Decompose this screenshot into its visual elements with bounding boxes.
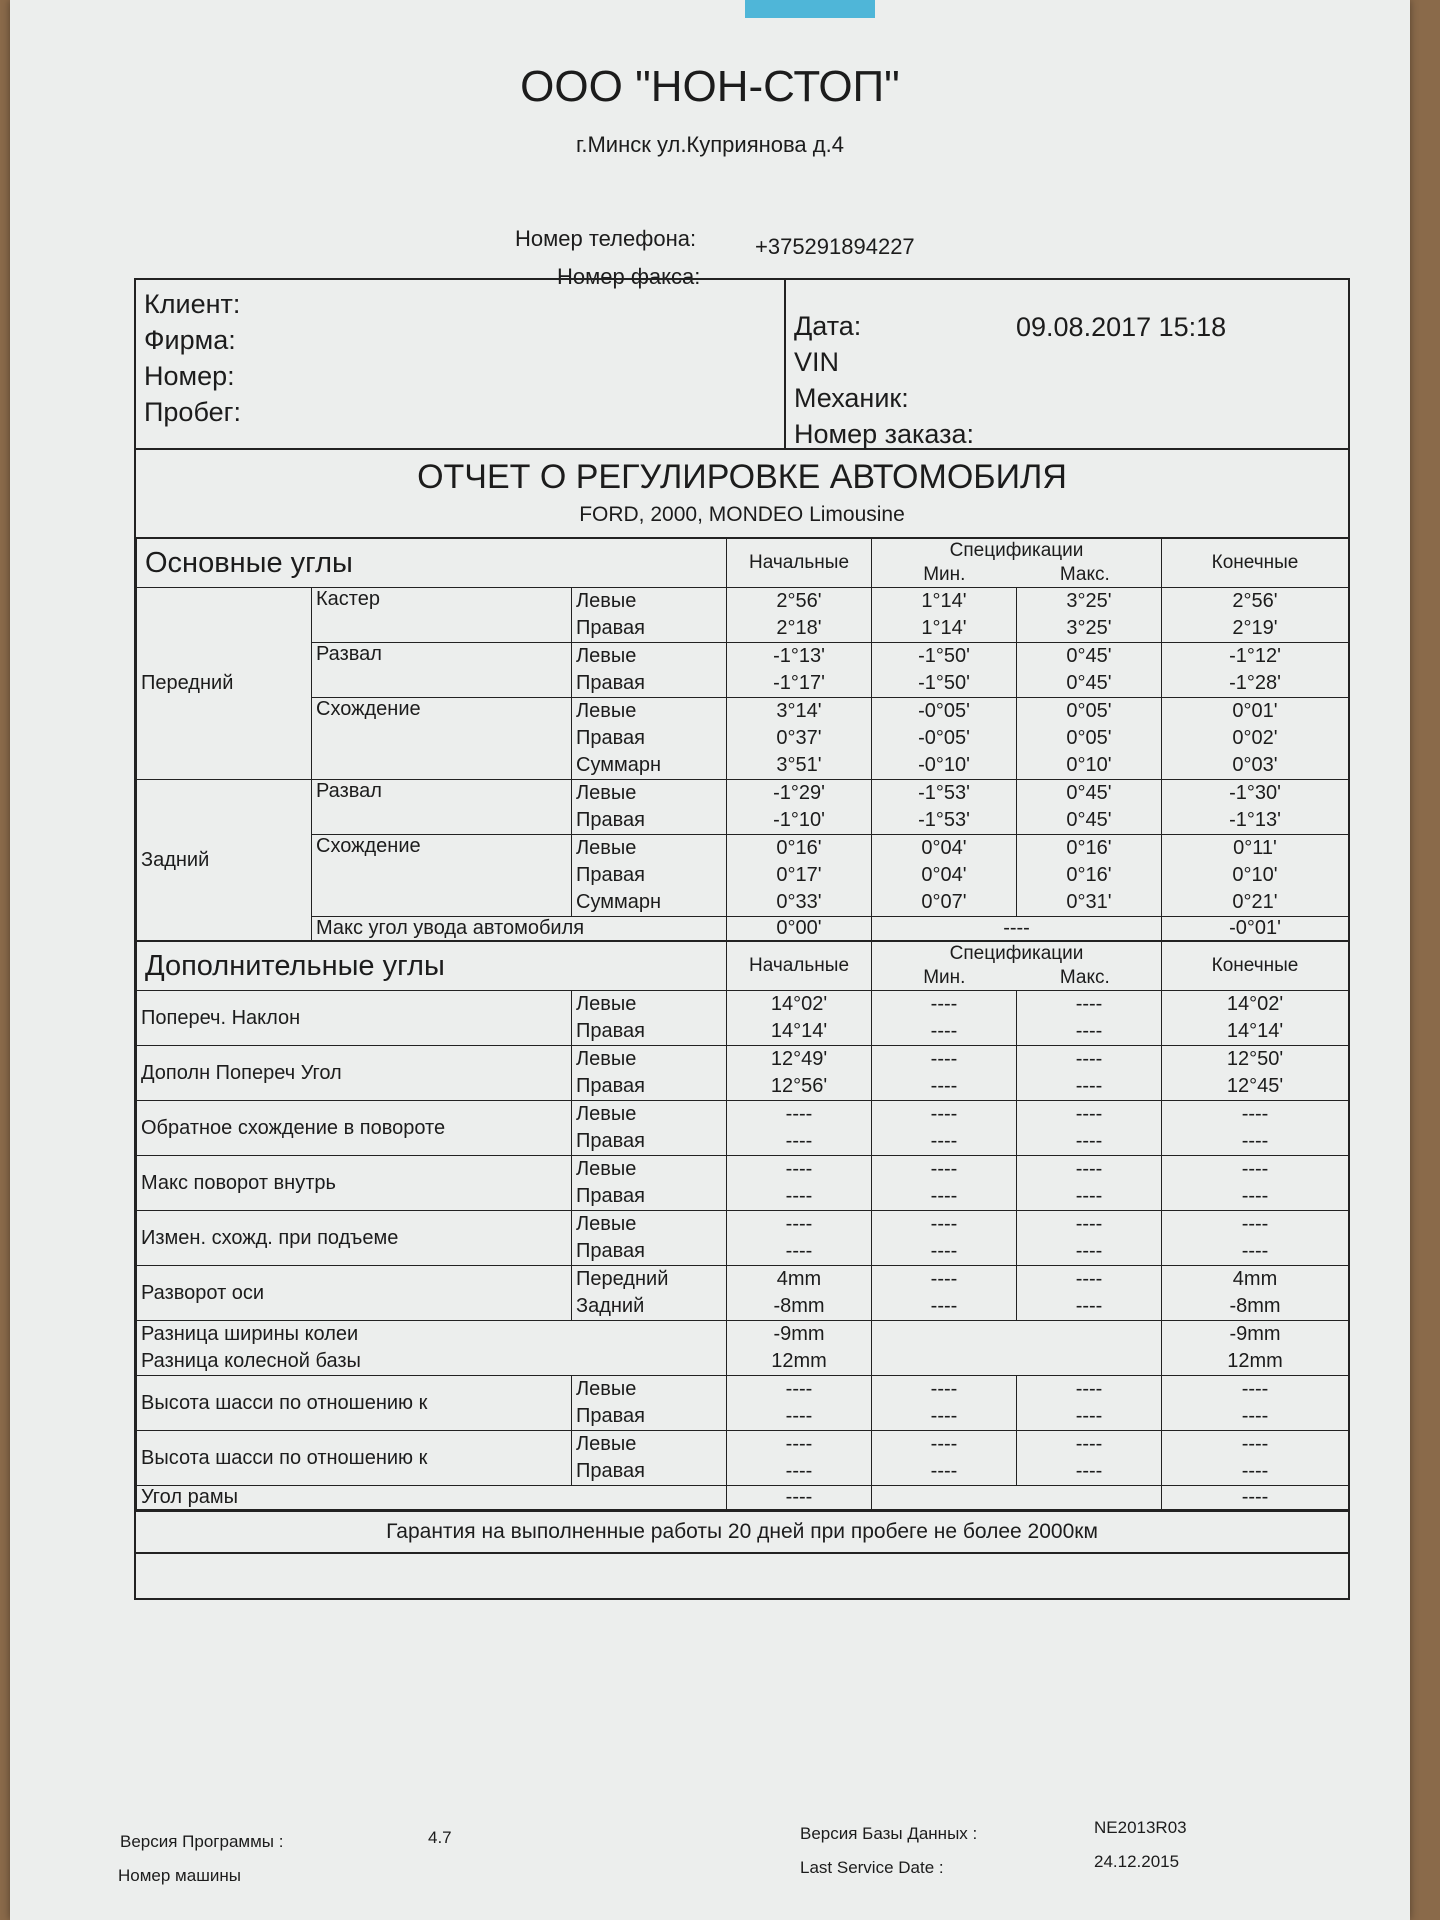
cell-value: ---- [785,1378,813,1400]
cell-value: ---- [785,1185,813,1207]
cell-value: ---- [1241,1130,1269,1152]
cell-value: 1°14' [921,617,967,639]
cell-value: -9mm [773,1323,825,1345]
side-left: Левые [576,1048,637,1070]
table-row [137,1321,1349,1376]
date-label: Дата: [794,311,862,341]
camber-label: Развал [312,780,572,835]
cell-value: 0°45' [1066,645,1112,667]
setback-label: Разворот оси [137,1266,572,1321]
cell-value: ---- [930,1213,958,1235]
toe-label: Схождение [312,698,572,780]
side-right: Правая [576,1130,645,1152]
table-row [137,917,1349,942]
max-header: Макс. [1059,564,1110,585]
cell-value: 14°14' [770,1020,828,1042]
cell-value: 0°01' [1232,700,1278,722]
cell-value: ---- [930,1158,958,1180]
vehicle-info: FORD, 2000, MONDEO Limousine [579,503,905,526]
max-turn-label: Макс поворот внутрь [137,1156,572,1211]
side-right: Правая [576,1240,645,1262]
cell-value: 0°03' [1232,754,1278,776]
side-right: Правая [576,1185,645,1207]
cell-value: ---- [872,917,1162,942]
cell-value: ---- [1075,993,1103,1015]
company-name: ООО "НОН-СТОП" [520,62,900,111]
cell-value: 3°51' [776,754,822,776]
report-sheet [10,0,1410,1920]
cell-value: 2°18' [776,617,822,639]
cell-value: 0°45' [1066,782,1112,804]
cell-value: 0°05' [1066,700,1112,722]
cell-value: ---- [930,1460,958,1482]
axle-rear: Задний [576,1295,645,1317]
number-label: Номер: [144,361,235,391]
cell-value: -0°05' [918,700,970,722]
side-left: Левые [576,1158,637,1180]
spec-title: Спецификации [949,540,1084,561]
cell-value: 14°02' [770,993,828,1015]
caster-label: Кастер [312,588,572,643]
company-address: г.Минск ул.Куприянова д.4 [576,132,844,157]
cell-value: ---- [930,1268,958,1290]
cell-value: 0°45' [1066,672,1112,694]
cell-value: 2°56' [1232,590,1278,612]
cell-value: ---- [930,1378,958,1400]
table-row [137,588,1349,643]
cell-value: ---- [1075,1378,1103,1400]
cell-value: ---- [1075,1268,1103,1290]
cell-value: ---- [785,1460,813,1482]
client-block [136,280,786,448]
cell-value: ---- [1075,1020,1103,1042]
included-angle-label: Дополн Попереч Угол [137,1046,572,1101]
table-row [137,1211,1349,1266]
cell-value: 12°56' [770,1075,828,1097]
client-label: Клиент: [144,289,241,319]
cell-value: ---- [1241,1240,1269,1262]
extra-angles-title: Дополнительные углы [137,941,727,991]
cell-value: 4mm [776,1268,822,1290]
machine-number-label: Номер машины [118,1866,241,1885]
cell-value: ---- [785,1213,813,1235]
sai-label: Попереч. Наклон [137,991,572,1046]
cell-value: ---- [930,1240,958,1262]
cell-value: 2°56' [776,590,822,612]
cell-value: 3°14' [776,700,822,722]
cell-value: 12°45' [1226,1075,1284,1097]
cell-value: ---- [1241,1213,1269,1235]
warranty-note: Гарантия на выполненные работы 20 дней при пробеге не более 2000км [136,1510,1348,1552]
phone-value: +375291894227 [755,234,915,259]
report-title: ОТЧЕТ О РЕГУЛИРОВКЕ АВТОМОБИЛЯ [417,458,1067,496]
wheelbase-label: Разница колесной базы [141,1350,361,1372]
side-right: Правая [576,1460,645,1482]
cell-value: ---- [1241,1378,1269,1400]
cell-value: ---- [785,1433,813,1455]
side-left: Левые [576,1378,637,1400]
cell-value: -8mm [773,1295,825,1317]
mechanic-label: Механик: [794,383,909,413]
ride-height-label: Высота шасси по отношению к [137,1376,572,1431]
tape-strip [745,0,875,18]
cell-value: 0°10' [1232,864,1278,886]
cell-value: ---- [785,1405,813,1427]
initial-header: Начальные [727,538,872,588]
cell-value: ---- [1075,1295,1103,1317]
cell-value: ---- [1075,1185,1103,1207]
cell-value: 0°45' [1066,809,1112,831]
spec-header [872,941,1162,991]
cell-value: -1°13' [1229,809,1281,831]
side-left: Левые [576,1103,637,1125]
initial-header: Начальные [727,941,872,991]
cell-value: 0°10' [1066,754,1112,776]
max-header: Макс. [1059,967,1110,988]
cell-value: -1°53' [918,809,970,831]
cell-value: 0°16' [1066,864,1112,886]
ride-height-label: Высота шасси по отношению к [137,1431,572,1486]
cell-value: -1°28' [1229,672,1281,694]
side-right: Правая [576,672,645,694]
cell-value: -1°30' [1229,782,1281,804]
cell-value: ---- [1075,1460,1103,1482]
front-axle-label: Передний [137,588,312,780]
cell-value: 12°50' [1226,1048,1284,1070]
min-header: Мин. [923,564,966,585]
final-header: Конечные [1162,538,1349,588]
side-right: Правая [576,1075,645,1097]
cell-value: ---- [1075,1130,1103,1152]
table-row [137,835,1349,917]
cell-value: -1°50' [918,672,970,694]
info-block [136,280,1348,450]
cell-value: 0°17' [776,864,822,886]
cell-value: ---- [930,1130,958,1152]
cell-value: -1°29' [773,782,825,804]
cell-value: ---- [930,1295,958,1317]
order-block [786,280,1348,448]
rear-axle-label: Задний [137,780,312,942]
table-row [137,643,1349,698]
table-row [137,991,1349,1046]
cell-value: ---- [930,1433,958,1455]
cell-value: 0°21' [1232,891,1278,913]
cell-value: -1°50' [918,645,970,667]
cell-value: ---- [1075,1075,1103,1097]
side-total: Суммарн [576,754,662,776]
table-row [137,1046,1349,1101]
spec-title: Спецификации [949,943,1084,964]
database-version: NE2013R03 [1094,1818,1187,1837]
table-row [137,698,1349,780]
blank-row [136,1552,1348,1598]
vin-label: VIN [794,347,840,377]
camber-label: Развал [312,643,572,698]
cell-value: 1°14' [921,590,967,612]
cell-value: 0°02' [1232,727,1278,749]
cell-value: -0°10' [918,754,970,776]
extra-angles-header [137,941,1349,991]
cell-value: 12°49' [770,1048,828,1070]
cell-value: 0°16' [1066,837,1112,859]
toe-lift-label: Измен. схожд. при подъеме [137,1211,572,1266]
table-row [137,1156,1349,1211]
axle-front: Передний [576,1268,669,1290]
toe-out-turn-label: Обратное схождение в повороте [137,1101,572,1156]
firm-label: Фирма: [144,325,236,355]
cell-value: -1°12' [1229,645,1281,667]
cell-value: 14°14' [1226,1020,1284,1042]
min-header: Мин. [923,967,966,988]
main-angles-title: Основные углы [137,538,727,588]
cell-value: 3°25' [1066,590,1112,612]
side-right: Правая [576,809,645,831]
side-left: Левые [576,993,637,1015]
cell-value: 14°02' [1226,993,1284,1015]
cell-value: 0°33' [776,891,822,913]
side-left: Левые [576,1433,637,1455]
side-right: Правая [576,617,645,639]
main-angles-header [137,538,1349,588]
cell-value: ---- [1075,1433,1103,1455]
cell-value: ---- [1241,1103,1269,1125]
table-row [137,1376,1349,1431]
table-row [137,780,1349,835]
database-version-label: Версия Базы Данных : [800,1824,978,1843]
thrust-label: Макс угол увода автомобиля [312,917,727,942]
side-right: Правая [576,864,645,886]
cell-value: -8mm [1229,1295,1281,1317]
program-version: 4.7 [428,1828,452,1847]
cell-value: ---- [1241,1158,1269,1180]
cell-value: 0°04' [921,837,967,859]
side-left: Левые [576,837,637,859]
table-row [137,1486,1349,1510]
cell-value: ---- [1075,1048,1103,1070]
cell-value: 2°19' [1232,617,1278,639]
cell-value: 0°16' [776,837,822,859]
cell-value: ---- [930,1103,958,1125]
order-label: Номер заказа: [794,419,975,449]
cell-value: ---- [1075,1103,1103,1125]
track-width-label: Разница ширины колеи [141,1323,359,1345]
frame-angle-label: Угол рамы [137,1486,727,1510]
side-total: Суммарн [576,891,662,913]
fax-label: Номер факса: [557,264,701,289]
cell-value: ---- [1241,1185,1269,1207]
cell-value: -1°53' [918,782,970,804]
cell-value: ---- [785,1240,813,1262]
last-service-date: 24.12.2015 [1094,1852,1180,1871]
side-right: Правая [576,727,645,749]
cell-value: ---- [785,1103,813,1125]
cell-value: -1°13' [773,645,825,667]
side-left: Левые [576,782,637,804]
cell-value: 0°05' [1066,727,1112,749]
side-right: Правая [576,1020,645,1042]
cell-value: ---- [1075,1405,1103,1427]
cell-value: 0°00' [727,917,872,942]
side-left: Левые [576,590,637,612]
cell-value: ---- [1162,1486,1349,1510]
cell-value: -0°01' [1162,917,1349,942]
date-value: 09.08.2017 15:18 [1016,312,1227,342]
cell-value: 0°04' [921,864,967,886]
side-left: Левые [576,700,637,722]
cell-value: 12mm [771,1350,827,1372]
final-header: Конечные [1162,941,1349,991]
program-version-label: Версия Программы : [120,1832,284,1851]
table-row [137,1431,1349,1486]
cell-value: ---- [785,1130,813,1152]
side-left: Левые [576,645,637,667]
cell-value: ---- [930,1405,958,1427]
cell-value: ---- [1241,1405,1269,1427]
cell-value: -1°10' [773,809,825,831]
mileage-label: Пробег: [144,397,241,427]
cell-value: ---- [930,1048,958,1070]
angles-table [136,537,1349,1510]
table-row [137,1266,1349,1321]
cell-value: 4mm [1232,1268,1278,1290]
toe-label: Схождение [312,835,572,917]
cell-value: 12mm [1227,1350,1283,1372]
cell-value: ---- [1075,1240,1103,1262]
cell-value: ---- [785,1158,813,1180]
side-right: Правая [576,1405,645,1427]
report-frame [134,278,1350,1600]
cell-value: 0°31' [1066,891,1112,913]
cell-value: ---- [1075,1213,1103,1235]
side-left: Левые [576,1213,637,1235]
last-service-label: Last Service Date : [800,1858,944,1877]
cell-value: -0°05' [918,727,970,749]
spec-header [872,538,1162,588]
cell-value: 0°07' [921,891,967,913]
cell-value: -1°17' [773,672,825,694]
cell-value: ---- [930,1185,958,1207]
cell-value: ---- [1241,1460,1269,1482]
cell-value: 0°11' [1233,837,1277,859]
cell-value: ---- [1075,1158,1103,1180]
phone-label: Номер телефона: [515,226,697,251]
cell-value: ---- [930,993,958,1015]
cell-value: 3°25' [1066,617,1112,639]
cell-value: ---- [930,1075,958,1097]
cell-value: ---- [727,1486,872,1510]
cell-value: -9mm [1229,1323,1281,1345]
cell-value: 0°37' [776,727,822,749]
cell-value: ---- [930,1020,958,1042]
table-row [137,1101,1349,1156]
cell-value: ---- [1241,1433,1269,1455]
